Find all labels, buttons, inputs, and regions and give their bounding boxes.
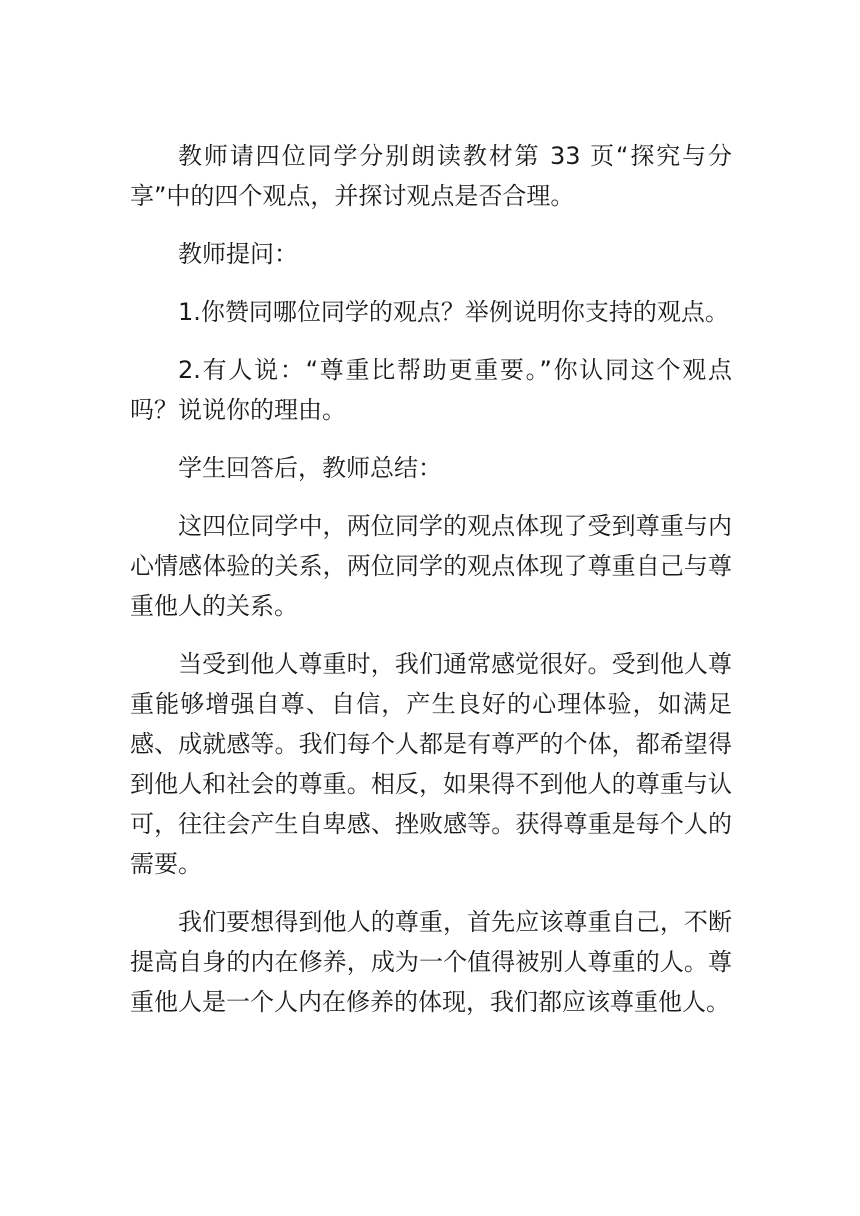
paragraph-summary-2: 当受到他人尊重时，我们通常感觉很好。受到他人尊重能够增强自尊、自信，产生良好的心理体验，如满足感、成就感等。我们每个人都是有尊严的个体，都希望得到他人和社会的尊重。相反，如果得不到他人的尊重与认可，往往会产生自卑感、挫败感等。获得尊重是每个人的需要。	[130, 650, 732, 878]
paragraph-intro: 教师请四位同学分别朗读教材第 33 页“探究与分享”中的四个观点，并探讨观点是否合理。	[130, 142, 732, 210]
paragraph-summary-1: 这四位同学中，两位同学的观点体现了受到尊重与内心情感体验的关系，两位同学的观点体现了尊重自己与尊重他人的关系。	[130, 512, 732, 620]
paragraph-question-1: 1.你赞同哪位同学的观点？举例说明你支持的观点。	[178, 298, 729, 326]
paragraph-question-2: 2.有人说：“尊重比帮助更重要。”你认同这个观点吗？说说你的理由。	[130, 356, 732, 424]
paragraph-summary-heading: 学生回答后，教师总结：	[178, 454, 442, 482]
paragraph-teacher-question-heading: 教师提问：	[178, 240, 298, 268]
paragraph-summary-3: 我们要想得到他人的尊重，首先应该尊重自己，不断提高自身的内在修养，成为一个值得被别人尊重的人。尊重他人是一个人内在修养的体现，我们都应该尊重他人。	[130, 908, 732, 1016]
